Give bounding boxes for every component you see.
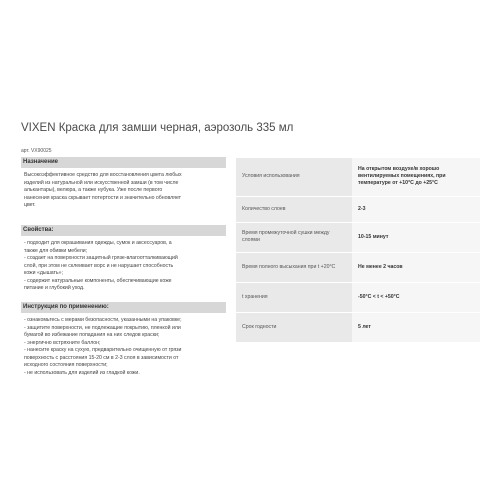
spec-value: -50°С < t < +50°С bbox=[352, 282, 480, 312]
section-purpose bbox=[21, 157, 226, 210]
section-heading: Свойства: bbox=[21, 225, 226, 236]
section-heading: Назначение bbox=[21, 157, 226, 168]
text-line: питание и глубокий уход. bbox=[24, 285, 85, 291]
text-line: Высокоэффективное средство для восстановления цвета любых bbox=[24, 172, 182, 178]
text-line: поверхность с расстояния 15-20 см в 2-3 слоя в зависимости от bbox=[24, 354, 179, 361]
text-line: - подходит для окрашивания одежды, сумок и аксессуаров, а bbox=[24, 240, 172, 246]
spec-value: 10-15 минут bbox=[352, 222, 480, 252]
section-text bbox=[21, 168, 226, 210]
section-text bbox=[21, 313, 226, 377]
text-line: - создает на поверхности защитный грязе-влагоотталкивающий bbox=[24, 255, 178, 261]
spec-value: Не менее 2 часов bbox=[352, 252, 480, 282]
product-title: VIXEN Краска для замши черная, аэрозоль 335 мл bbox=[21, 122, 294, 134]
spec-value: 2-3 bbox=[352, 196, 480, 222]
spec-label: Время полного высыхания при t +20°C bbox=[236, 252, 352, 282]
text-line: - нанесите краску на сухую, предварительно очищенную от грязи bbox=[24, 347, 182, 353]
text-line: - защитите поверхности, не подлежащие покрытию, пленкой или bbox=[24, 324, 181, 331]
spec-value: 5 лет bbox=[352, 312, 480, 342]
spec-value: На открытом воздухе/в хорошо вентилируемых помещениях, при температуре от +10°С до +25°С bbox=[352, 158, 480, 196]
article-number: арт. VX90025 bbox=[21, 148, 52, 154]
text-line: - не использовать для изделий из гладкой кожи. bbox=[24, 369, 140, 376]
text-line: - энергично встряхните баллон; bbox=[24, 339, 101, 346]
section-text bbox=[21, 236, 226, 293]
text-line: также для обивки мебели; bbox=[24, 247, 88, 254]
spec-label: Условия использования bbox=[236, 158, 352, 196]
text-line: слой, при этом не склеивает ворс и не нарушает способность bbox=[24, 262, 174, 269]
spec-label: Срок годности bbox=[236, 312, 352, 342]
text-line: исходного состояния поверхности; bbox=[24, 362, 108, 368]
text-line: нанесения краска скрывает потертости и значительно обновляет bbox=[24, 194, 182, 201]
text-line: изделий из натуральной или искусственной замши (в том числе bbox=[24, 179, 179, 186]
spec-label: Время промежуточной сушки между слоями bbox=[236, 222, 352, 252]
text-line: бумагой во избежание попадания на них следов краски; bbox=[24, 332, 160, 338]
spec-row bbox=[236, 196, 480, 222]
spec-label: Количество слоев bbox=[236, 196, 352, 222]
spec-row bbox=[236, 282, 480, 312]
spec-row bbox=[236, 158, 480, 196]
spec-row bbox=[236, 252, 480, 282]
section-heading: Инструкция по применению: bbox=[21, 302, 226, 313]
specs-table bbox=[236, 158, 480, 343]
text-line: - содержит натуральные компоненты, обеспечивающие коже bbox=[24, 277, 172, 284]
spec-row bbox=[236, 312, 480, 342]
text-line: алькантары), велюра, а также нубука. Уже после первого bbox=[24, 187, 163, 193]
section-instructions bbox=[21, 302, 226, 377]
text-line: - ознакомьтесь с мерами безопасности, указанными на упаковке; bbox=[24, 317, 182, 323]
text-line: кожи «дышать»; bbox=[24, 270, 63, 276]
spec-label: t хранения bbox=[236, 282, 352, 312]
text-line: цвет. bbox=[24, 202, 36, 208]
section-properties bbox=[21, 225, 226, 293]
spec-row bbox=[236, 222, 480, 252]
